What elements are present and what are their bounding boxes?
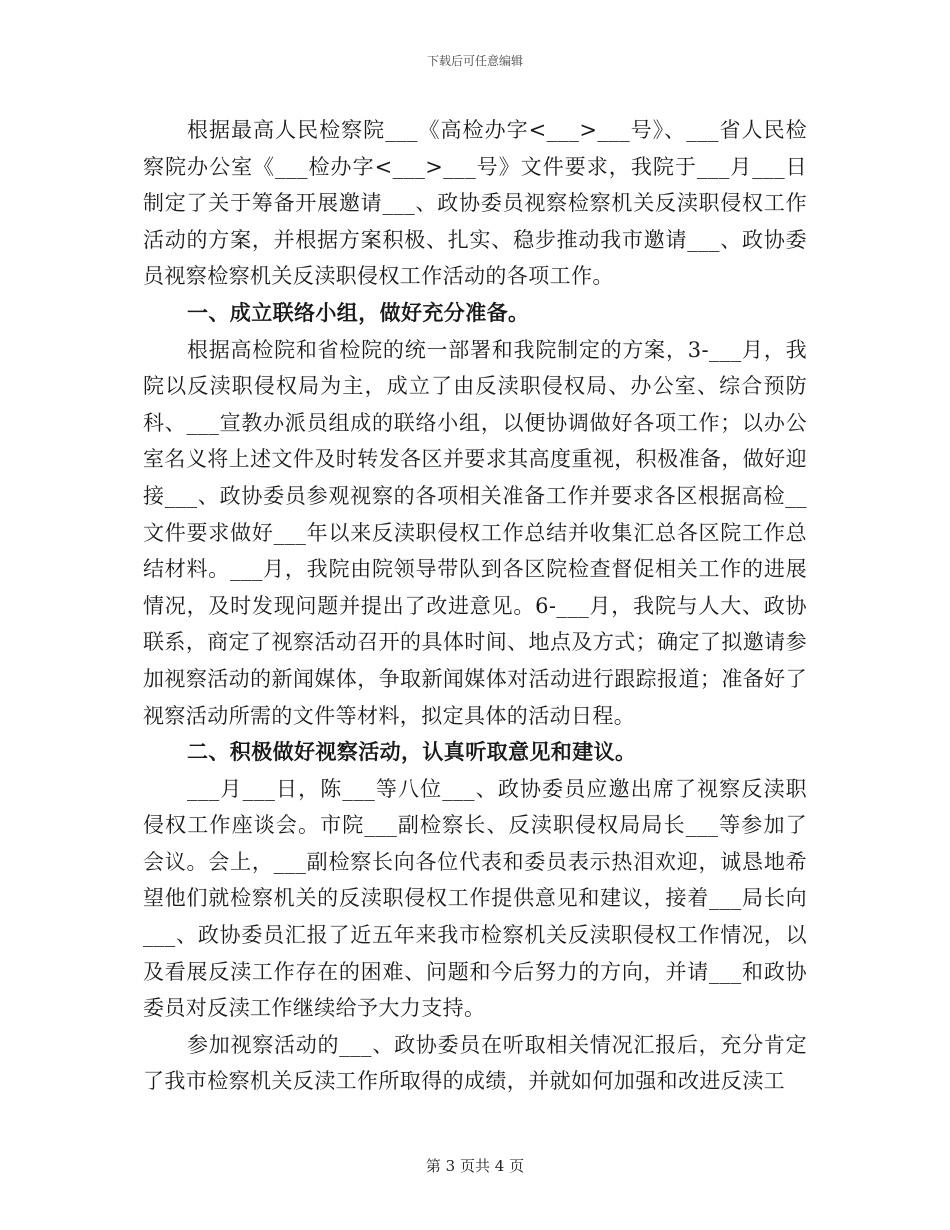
document-body: [143, 112, 807, 1100]
section-heading-2: 二、积极做好视察活动，认真听取意见和建议。: [187, 740, 637, 765]
paragraph-section-1: 根据高检院和省检院的统一部署和我院制定的方案，3-___月，我院以反渎职侵权局为主，成立了由反渎职侵权局、办公室、综合预防科、___宣教办派员组成的联络小组，以便协调做好各项工作；以办公室名义将上述文件及时转发各区并要求其高度重视，积极准备，做好迎接___、政协委员参观视察的各项相关准备工作并要求各区根据高检__文件要求做好___年以来反渎职侵权工作总结并收集汇总各区院工作总结材料。___月，我院由院领导带队到各区院检查督促相关工作的进展情况，及时发现问题并提出了改进意见。6-___月，我院与人大、政协联系，商定了视察活动召开的具体时间、地点及方式；确定了拟邀请参加视察活动的新闻媒体，争取新闻媒体对活动进行跟踪报道；准备好了视察活动所需的文件等材料，拟定具体的活动日程。: [143, 337, 807, 728]
paragraph-intro: 根据最高人民检察院___《高检办字<___>___号》、___省人民检察院办公室《___检办字<___>___号》文件要求，我院于___月___日制定了关于筹备开展邀请___、政协委员视察检察机关反渎职侵权工作活动的方案，并根据方案积极、扎实、稳步推动我市邀请___、政协委员视察检察机关反渎职侵权工作活动的各项工作。: [143, 118, 807, 289]
section-heading-1: 一、成立联络小组，做好充分准备。: [187, 300, 530, 325]
page-footer: 第 3 页共 4 页: [425, 1157, 525, 1175]
paragraph-section-2: ___月___日，陈___等八位___、政协委员应邀出席了视察反渎职侵权工作座谈会。市院___副检察长、反渎职侵权局局长___等参加了会议。会上，___副检察长向各位代表和委员表示热泪欢迎，诚恳地希望他们就检察机关的反渎职侵权工作提供意见和建议，接着___局长向___、政协委员汇报了近五年来我市检察机关反渎职侵权工作情况，以及看展反渎工作存在的困难、问题和今后努力的方向，并请___和政协委员对反渎工作继续给予大力支持。: [143, 776, 807, 1021]
paragraph-section-2-continued: 参加视察活动的___、政协委员在听取相关情况汇报后，充分肯定了我市检察机关反渎工作所取得的成绩，并就如何加强和改进反渎工: [143, 1032, 807, 1094]
page-header: 下载后可任意编辑: [426, 54, 523, 68]
